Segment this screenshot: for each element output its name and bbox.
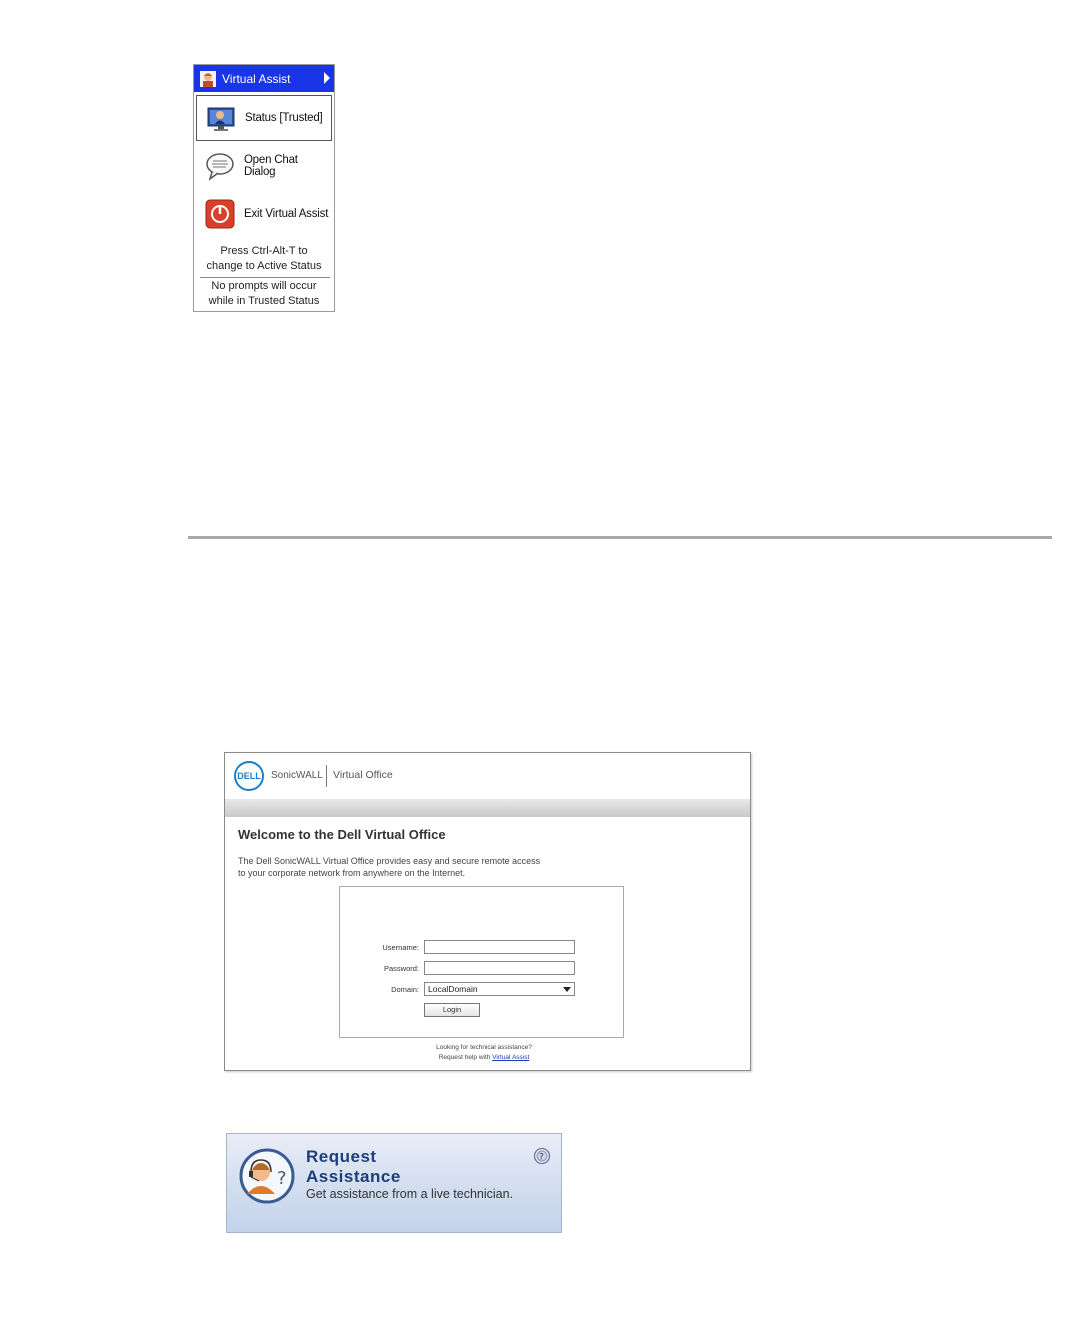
username-label: Username: — [382, 943, 419, 952]
request-assistance-banner[interactable] — [226, 1133, 562, 1233]
login-form — [339, 886, 624, 1038]
menu-title: Virtual Assist — [222, 71, 291, 86]
domain-label: Domain: — [391, 985, 419, 994]
help-text — [225, 1043, 743, 1063]
menu-item-open-chat[interactable] — [196, 143, 332, 189]
password-row — [340, 961, 625, 975]
title-line1: Request — [306, 1147, 377, 1166]
header-divider — [326, 765, 327, 787]
request-assistance-title — [306, 1147, 401, 1187]
status-label: Status [Trusted] — [245, 112, 323, 124]
chat-bubble-icon — [204, 150, 236, 182]
description-line1: The Dell SonicWALL Virtual Office provides easy and secure remote access — [238, 856, 541, 866]
password-field[interactable] — [424, 961, 575, 975]
title-line2: Assistance — [306, 1167, 401, 1186]
username-row — [340, 940, 625, 954]
trusted-note — [198, 279, 330, 309]
exit-label: Exit Virtual Assist — [244, 208, 329, 220]
help-line2-prefix: Request help with — [438, 1054, 493, 1061]
description-line2: to your corporate network from anywhere on the Internet. — [238, 868, 466, 878]
virtual-office-header — [225, 753, 750, 799]
help-question-icon[interactable] — [533, 1147, 551, 1165]
password-label: Password: — [383, 964, 419, 973]
open-chat-label: Open Chat Dialog — [243, 154, 298, 178]
username-field[interactable] — [424, 940, 575, 954]
menu-title-bar[interactable] — [194, 65, 334, 92]
login-button[interactable]: Login — [424, 1003, 480, 1017]
virtual-assist-link[interactable]: Virtual Assist — [492, 1054, 530, 1061]
help-line2 — [225, 1053, 743, 1063]
brand-name: SonicWALL — [271, 770, 323, 781]
hotkey-note — [198, 244, 330, 274]
menu-divider — [200, 277, 330, 278]
header-band — [225, 799, 750, 817]
chevron-down-icon — [563, 987, 571, 992]
submenu-arrow-icon — [324, 72, 330, 84]
domain-select[interactable] — [424, 982, 575, 996]
trusted-note-line1: No prompts will occur — [211, 280, 317, 292]
welcome-description — [238, 855, 568, 879]
help-line1: Looking for technical assistance? — [436, 1044, 532, 1051]
virtual-assist-logo-icon — [200, 71, 216, 87]
dell-logo-text: DELL — [237, 771, 261, 781]
technician-headset-icon — [239, 1148, 295, 1204]
power-icon — [204, 198, 236, 230]
welcome-heading: Welcome to the Dell Virtual Office — [238, 827, 446, 842]
svg-text:?: ? — [539, 1152, 544, 1163]
hotkey-note-line1: Press Ctrl-Alt-T to — [220, 245, 308, 257]
product-name: Virtual Office — [333, 769, 393, 781]
svg-text:?: ? — [277, 1168, 287, 1189]
menu-item-status[interactable] — [196, 95, 332, 141]
trusted-note-line2: while in Trusted Status — [208, 295, 320, 307]
domain-row — [340, 982, 625, 996]
virtual-assist-menu — [193, 64, 335, 312]
technician-monitor-icon — [205, 102, 237, 134]
virtual-office-window — [224, 752, 751, 1071]
hotkey-note-line2: change to Active Status — [206, 260, 322, 272]
dell-logo-icon — [234, 761, 264, 791]
domain-value: LocalDomain — [428, 984, 478, 994]
menu-item-exit[interactable] — [196, 191, 332, 237]
request-assistance-subtitle: Get assistance from a live technician. — [306, 1187, 514, 1201]
section-divider — [188, 536, 1052, 539]
